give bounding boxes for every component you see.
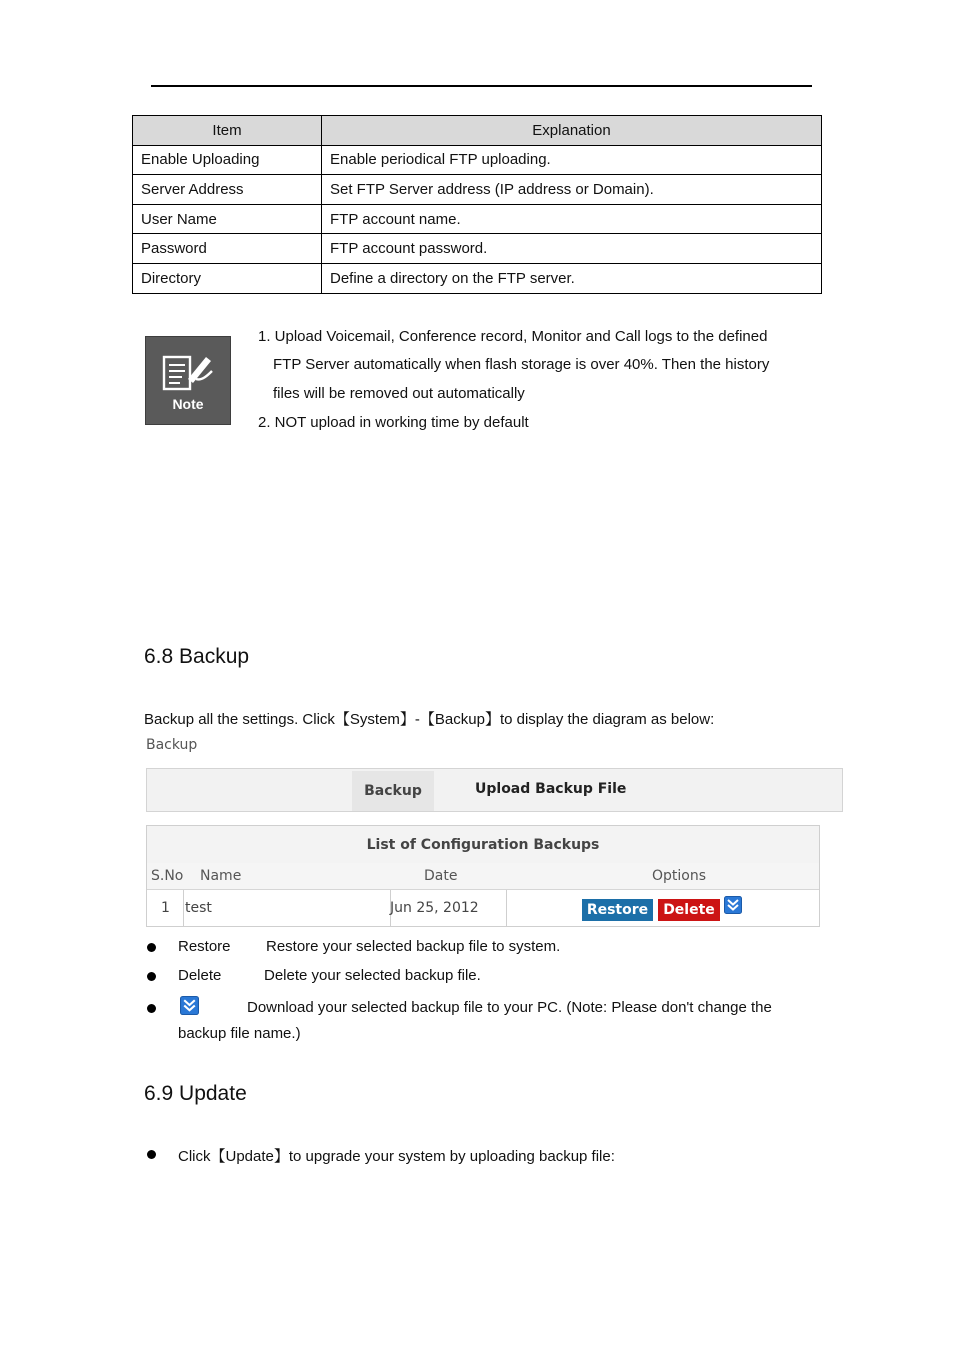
row-name: test [185,900,212,916]
restore-button[interactable]: Restore [582,899,653,921]
update-bullet-text: Click【Update】to upgrade your system by uploading backup file: [178,1148,615,1165]
header-rule [151,85,812,87]
cell-item: Directory [133,263,322,293]
download-icon[interactable] [724,896,742,914]
note-line-3: files will be removed out automatically [273,385,525,402]
cell-explanation: FTP account password. [322,234,822,264]
row-sno: 1 [161,900,170,916]
col-sno: S.No [151,868,184,884]
bullet-term-delete: Delete [178,967,222,984]
col-date: Date [424,868,458,884]
section-heading-update: 6.9 Update [144,1082,247,1105]
bullet-desc-restore: Restore your selected backup file to system. [266,938,561,955]
section-heading-backup: 6.8 Backup [144,645,250,668]
table-row [133,234,822,264]
note-icon [145,336,231,425]
delete-button[interactable]: Delete [658,899,720,921]
backup-intro: Backup all the settings. Click【System】-【Backup】to display the diagram as below: [144,711,715,728]
row-date: Jun 25, 2012 [390,900,479,916]
table-header-row [133,116,822,146]
note-label: Note [172,396,204,412]
cell-explanation: Enable periodical FTP uploading. [322,145,822,175]
bullet-desc-download: Download your selected backup file to your PC. (Note: Please don't change the [247,999,772,1016]
bullet-dot [147,943,156,952]
list-column-headers [147,863,819,890]
col-header-explanation: Explanation [322,116,822,146]
bullet-dot [147,1004,156,1013]
note-line-4: 2. NOT upload in working time by default [258,414,529,431]
table-row [133,204,822,234]
ftp-params-table [132,115,822,294]
cell-item: User Name [133,204,322,234]
cell-explanation: Define a directory on the FTP server. [322,263,822,293]
tab-upload-backup-file[interactable]: Upload Backup File [475,781,627,797]
backup-tabbar [146,768,843,812]
table-row [133,145,822,175]
table-row [133,175,822,205]
tab-backup[interactable]: Backup [352,771,434,811]
note-pencil-icon [160,349,218,395]
bullet-term-restore: Restore [178,938,231,955]
bullet-desc-delete: Delete your selected backup file. [264,967,481,984]
bullet-desc-download-cont: backup file name.) [178,1025,301,1042]
table-row [133,263,822,293]
cell-explanation: Set FTP Server address (IP address or Domain). [322,175,822,205]
cell-item: Password [133,234,322,264]
bullet-dot [147,1150,156,1159]
note-line-1: 1. Upload Voicemail, Conference record, Monitor and Call logs to the defined [258,328,768,345]
note-line-2: FTP Server automatically when flash storage is over 40%. Then the history [273,356,770,373]
cell-item: Enable Uploading [133,145,322,175]
col-name: Name [200,868,242,884]
ui-page-title: Backup [146,737,198,753]
col-options: Options [652,868,707,884]
backup-list [146,825,820,927]
bullet-dot [147,972,156,981]
download-icon [180,996,199,1015]
table-row [147,890,819,927]
col-header-item: Item [133,116,322,146]
list-title: List of Configuration Backups [147,826,819,864]
cell-explanation: FTP account name. [322,204,822,234]
cell-item: Server Address [133,175,322,205]
